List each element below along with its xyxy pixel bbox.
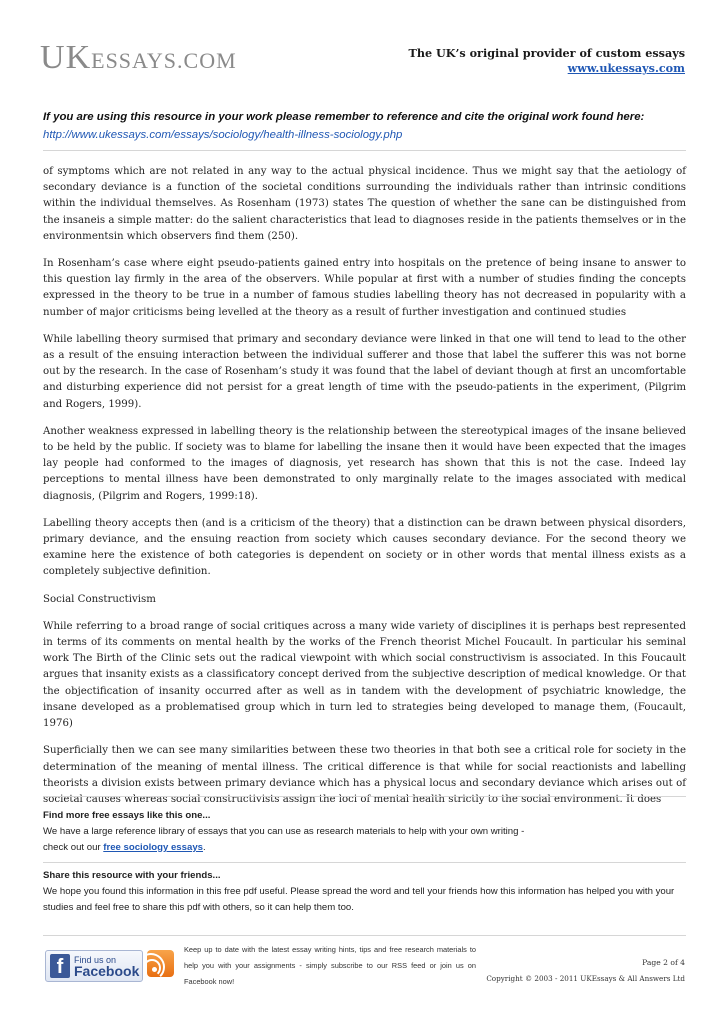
section-heading: Social Constructivism xyxy=(43,593,156,605)
paragraph: Superficially then we can see many similarities between these two theories in that both see a critical role for society in the determination of the meaning of mental illness. The critical difference is that while for social reactionists and labelling theorists a division exists between primary deviance which has a physical locus and secondary deviance which arises out of societal causes whereas social constructivists assign the loci of mental health strictly to the social environment. It does xyxy=(43,745,686,805)
more-essays-section xyxy=(43,808,686,856)
essay-body xyxy=(43,164,686,819)
paragraph: In Rosenham’s case where eight pseudo-patients gained entry into hospitals on the pretence of being insane to answer to this question lay firmly in the area of the observers. While popular at first with a number of studies finding the concepts expressed in the theory to be true in a number of famous studies labelling theory has not decreased in popularity with a number of major criticisms being levelled at the theory as a result of further investigation and continued studies xyxy=(43,258,686,318)
tagline-text: The UK’s original provider of custom essays xyxy=(408,46,685,60)
rss-icon[interactable] xyxy=(147,950,174,977)
logo-letter-k: K xyxy=(65,39,92,76)
free-sociology-essays-link[interactable]: free sociology essays xyxy=(103,842,203,853)
facebook-label: Facebook xyxy=(74,963,140,979)
facebook-icon: f xyxy=(50,954,70,978)
logo-letter-u: U xyxy=(40,39,66,76)
more-essays-heading: Find more free essays like this one... xyxy=(43,810,211,821)
more-essays-suffix: . xyxy=(203,842,206,853)
share-text: We hope you found this information in this free pdf useful. Please spread the word and tell your friends how this information has helped you with your studies and feel free to share this pdf with others, so it can help them too. xyxy=(43,886,675,913)
header-tagline xyxy=(409,46,685,76)
reference-notice xyxy=(43,108,686,144)
reference-notice-text: If you are using this resource in your work please remember to reference and cite the original work found here: xyxy=(43,111,645,123)
header-divider xyxy=(43,150,686,151)
paragraph: Labelling theory accepts then (and is a criticism of the theory) that a distinction can be drawn between physical disorders, primary deviance, and the ensuing reaction from society which causes secondary deviance. For the second theory we examine here the existence of both categories is dependent on society or in other words that mental illness exists as a completely subjective definition. xyxy=(43,517,686,578)
logo-text: ESSAYS.COM xyxy=(91,48,237,73)
updates-text: Keep up to date with the latest essay writing hints, tips and free research materials to help you with your assignments - simply subscribe to our RSS feed or join us on Facebook now! xyxy=(184,945,476,986)
ukessays-logo[interactable] xyxy=(40,38,237,78)
paragraph: While labelling theory surmised that primary and secondary deviance were linked in that one will tend to lead to the other as a result of the ensuing interaction between the individual sufferer and those that label the sufferer this was not borne out by the research. In the case of Rosenham’s study it was found that the label of deviant though at first an uncomfortable and disturbing experience did not persist for a great length of time with the pseudo-patients in the experiment, (Pilgrim and Rogers, 1999). xyxy=(43,333,686,410)
bottom-divider xyxy=(43,935,686,936)
share-heading: Share this resource with your friends... xyxy=(43,870,221,881)
footer-divider-2 xyxy=(43,862,686,863)
paragraph: of symptoms which are not related in any way to the actual physical incidence. Thus we might say that the aetiology of secondary deviance is a function of the societal conditions surrounding the individuals rather than intrinsic conditions within the individual themselves. As Rosenham (1973) states The question of whether the sane can be distinguished from the insaneis a simple matter: do the salient characteristics that lead to diagnoses reside in the patients themselves or in the environmentsin which observers find them (250). xyxy=(43,166,686,242)
paragraph: While referring to a broad range of social critiques across a many wide variety of disciplines it is perhaps best represented in terms of its comments on mental health by the works of the French theorist Michel Foucault. In particular his seminal work The Birth of the Clinic sets out the radical viewpoint with which social constructivism is associated. In this Foucault argues that insanity exists as a classificatory concept derived from the subjective description of medical knowledge. Or that the objectification of insanity occurred after as well as in tandem with the development of psychiatric knowledge, the insane developed as a problematised group which in turn led to strategies being developed to manage them, (Foucault, 1976) xyxy=(43,620,686,730)
more-essays-line1: We have a large reference library of essays that you can use as research materials to help with your own writing - xyxy=(43,826,525,837)
footer-divider xyxy=(43,796,686,797)
page-number: Page 2 of 4 xyxy=(642,958,685,967)
more-essays-prefix: check out our xyxy=(43,842,104,853)
facebook-button[interactable] xyxy=(45,950,143,982)
reference-url-link[interactable]: http://www.ukessays.com/essays/sociology/health-illness-sociology.php xyxy=(43,129,403,141)
facebook-find-label: Find us on xyxy=(74,955,117,965)
site-link[interactable]: www.ukessays.com xyxy=(567,61,685,75)
paragraph: Another weakness expressed in labelling theory is the relationship between the stereotypical images of the insane believed to be held by the public. If society was to blame for labelling the insane then it would have been expected that the images lay people had conformed to the images of diagnosis, yet research has shown that this is not the case. Indeed lay perceptions to mental illness have been demonstrated to only marginally relate to the images associated with medical diagnosis, (Pilgrim and Rogers, 1999:18). xyxy=(43,425,686,502)
share-section xyxy=(43,868,686,916)
copyright: Copyright © 2003 - 2011 UKEssays & All Answers Ltd xyxy=(486,974,685,983)
